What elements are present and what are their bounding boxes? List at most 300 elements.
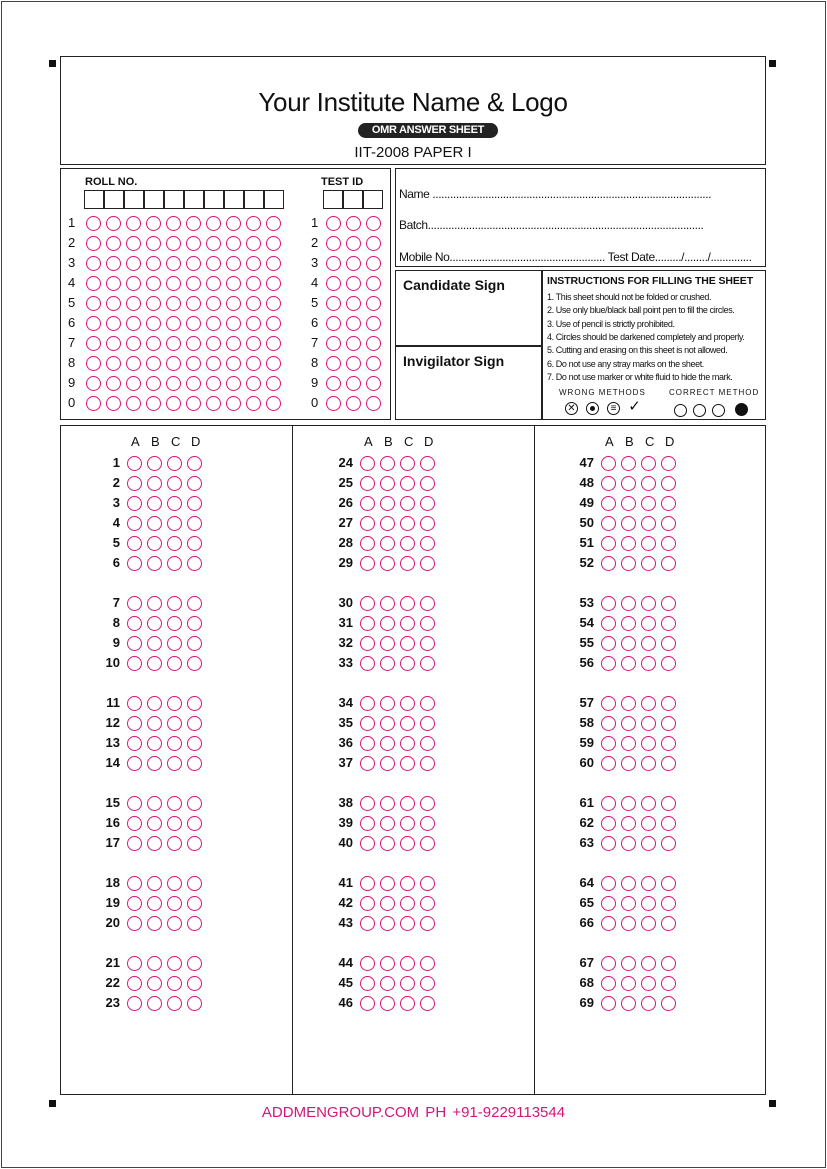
answer-bubble[interactable] — [400, 696, 415, 711]
answer-bubble[interactable] — [661, 996, 676, 1011]
answer-bubble[interactable] — [147, 656, 162, 671]
answer-bubble[interactable] — [420, 556, 435, 571]
roll-bubble[interactable] — [206, 356, 221, 371]
roll-bubble[interactable] — [146, 296, 161, 311]
answer-bubble[interactable] — [167, 756, 182, 771]
roll-bubble[interactable] — [266, 216, 281, 231]
roll-bubble[interactable] — [246, 296, 261, 311]
answer-bubble[interactable] — [641, 596, 656, 611]
roll-bubble[interactable] — [86, 276, 101, 291]
answer-bubble[interactable] — [167, 496, 182, 511]
answer-bubble[interactable] — [380, 716, 395, 731]
roll-bubble[interactable] — [126, 376, 141, 391]
answer-bubble[interactable] — [360, 496, 375, 511]
answer-bubble[interactable] — [400, 516, 415, 531]
answer-bubble[interactable] — [601, 876, 616, 891]
answer-bubble[interactable] — [621, 956, 636, 971]
roll-bubble[interactable] — [146, 396, 161, 411]
answer-bubble[interactable] — [420, 716, 435, 731]
answer-bubble[interactable] — [641, 976, 656, 991]
test-id-bubble[interactable] — [346, 376, 361, 391]
answer-bubble[interactable] — [400, 476, 415, 491]
answer-bubble[interactable] — [360, 616, 375, 631]
answer-bubble[interactable] — [147, 516, 162, 531]
test-id-bubble[interactable] — [346, 316, 361, 331]
answer-bubble[interactable] — [360, 636, 375, 651]
answer-bubble[interactable] — [147, 596, 162, 611]
answer-bubble[interactable] — [621, 496, 636, 511]
answer-bubble[interactable] — [641, 816, 656, 831]
answer-bubble[interactable] — [641, 876, 656, 891]
roll-digit-cell[interactable] — [264, 190, 284, 209]
answer-bubble[interactable] — [420, 816, 435, 831]
answer-bubble[interactable] — [400, 616, 415, 631]
answer-bubble[interactable] — [147, 536, 162, 551]
answer-bubble[interactable] — [380, 516, 395, 531]
answer-bubble[interactable] — [661, 896, 676, 911]
roll-bubble[interactable] — [226, 396, 241, 411]
answer-bubble[interactable] — [360, 516, 375, 531]
answer-bubble[interactable] — [167, 836, 182, 851]
answer-bubble[interactable] — [661, 616, 676, 631]
roll-bubble[interactable] — [146, 256, 161, 271]
answer-bubble[interactable] — [360, 916, 375, 931]
answer-bubble[interactable] — [167, 796, 182, 811]
answer-bubble[interactable] — [147, 836, 162, 851]
test-id-bubble[interactable] — [326, 396, 341, 411]
answer-bubble[interactable] — [127, 496, 142, 511]
roll-bubble[interactable] — [226, 276, 241, 291]
test-id-bubble[interactable] — [346, 336, 361, 351]
answer-bubble[interactable] — [380, 756, 395, 771]
answer-bubble[interactable] — [187, 496, 202, 511]
roll-bubble[interactable] — [146, 216, 161, 231]
answer-bubble[interactable] — [167, 976, 182, 991]
answer-bubble[interactable] — [127, 656, 142, 671]
answer-bubble[interactable] — [187, 796, 202, 811]
answer-bubble[interactable] — [420, 456, 435, 471]
roll-bubble[interactable] — [206, 336, 221, 351]
roll-digit-cell[interactable] — [84, 190, 104, 209]
answer-bubble[interactable] — [621, 916, 636, 931]
roll-bubble[interactable] — [146, 316, 161, 331]
answer-bubble[interactable] — [167, 996, 182, 1011]
test-id-bubble[interactable] — [326, 276, 341, 291]
answer-bubble[interactable] — [661, 956, 676, 971]
answer-bubble[interactable] — [187, 976, 202, 991]
roll-bubble[interactable] — [186, 356, 201, 371]
answer-bubble[interactable] — [601, 456, 616, 471]
answer-bubble[interactable] — [187, 516, 202, 531]
roll-bubble[interactable] — [206, 376, 221, 391]
answer-bubble[interactable] — [187, 736, 202, 751]
answer-bubble[interactable] — [380, 596, 395, 611]
answer-bubble[interactable] — [127, 756, 142, 771]
answer-bubble[interactable] — [661, 476, 676, 491]
answer-bubble[interactable] — [661, 976, 676, 991]
roll-bubble[interactable] — [106, 376, 121, 391]
answer-bubble[interactable] — [167, 616, 182, 631]
roll-digit-cell[interactable] — [104, 190, 124, 209]
answer-bubble[interactable] — [661, 736, 676, 751]
roll-bubble[interactable] — [266, 236, 281, 251]
invigilator-sign-box[interactable] — [395, 346, 542, 420]
answer-bubble[interactable] — [380, 916, 395, 931]
answer-bubble[interactable] — [621, 996, 636, 1011]
roll-bubble[interactable] — [106, 236, 121, 251]
answer-bubble[interactable] — [127, 516, 142, 531]
answer-bubble[interactable] — [641, 556, 656, 571]
test-id-bubble[interactable] — [326, 296, 341, 311]
answer-bubble[interactable] — [187, 616, 202, 631]
roll-bubble[interactable] — [206, 396, 221, 411]
answer-bubble[interactable] — [147, 636, 162, 651]
roll-bubble[interactable] — [166, 276, 181, 291]
answer-bubble[interactable] — [621, 736, 636, 751]
roll-bubble[interactable] — [206, 316, 221, 331]
answer-bubble[interactable] — [601, 896, 616, 911]
answer-bubble[interactable] — [380, 896, 395, 911]
test-id-digit-cell[interactable] — [363, 190, 383, 209]
answer-bubble[interactable] — [127, 816, 142, 831]
answer-bubble[interactable] — [661, 516, 676, 531]
answer-bubble[interactable] — [360, 536, 375, 551]
answer-bubble[interactable] — [127, 456, 142, 471]
answer-bubble[interactable] — [601, 916, 616, 931]
answer-bubble[interactable] — [147, 696, 162, 711]
roll-bubble[interactable] — [86, 356, 101, 371]
roll-bubble[interactable] — [166, 356, 181, 371]
roll-digit-cell[interactable] — [164, 190, 184, 209]
roll-bubble[interactable] — [246, 376, 261, 391]
answer-bubble[interactable] — [147, 756, 162, 771]
test-id-bubble[interactable] — [346, 276, 361, 291]
answer-bubble[interactable] — [661, 756, 676, 771]
roll-bubble[interactable] — [206, 276, 221, 291]
answer-bubble[interactable] — [420, 636, 435, 651]
answer-bubble[interactable] — [661, 696, 676, 711]
roll-bubble[interactable] — [106, 336, 121, 351]
answer-bubble[interactable] — [621, 836, 636, 851]
answer-bubble[interactable] — [147, 896, 162, 911]
roll-bubble[interactable] — [126, 256, 141, 271]
answer-bubble[interactable] — [187, 596, 202, 611]
roll-bubble[interactable] — [166, 376, 181, 391]
roll-bubble[interactable] — [146, 276, 161, 291]
answer-bubble[interactable] — [601, 796, 616, 811]
answer-bubble[interactable] — [601, 496, 616, 511]
roll-bubble[interactable] — [186, 316, 201, 331]
answer-bubble[interactable] — [360, 716, 375, 731]
answer-bubble[interactable] — [420, 516, 435, 531]
answer-bubble[interactable] — [360, 476, 375, 491]
test-id-bubble[interactable] — [366, 396, 381, 411]
test-id-bubble[interactable] — [346, 256, 361, 271]
answer-bubble[interactable] — [601, 976, 616, 991]
roll-bubble[interactable] — [246, 336, 261, 351]
roll-bubble[interactable] — [166, 316, 181, 331]
answer-bubble[interactable] — [147, 816, 162, 831]
test-id-bubble[interactable] — [326, 236, 341, 251]
answer-bubble[interactable] — [167, 816, 182, 831]
answer-bubble[interactable] — [661, 496, 676, 511]
answer-bubble[interactable] — [420, 876, 435, 891]
answer-bubble[interactable] — [661, 636, 676, 651]
answer-bubble[interactable] — [601, 616, 616, 631]
answer-bubble[interactable] — [380, 476, 395, 491]
answer-bubble[interactable] — [621, 516, 636, 531]
answer-bubble[interactable] — [167, 896, 182, 911]
answer-bubble[interactable] — [380, 796, 395, 811]
roll-bubble[interactable] — [126, 296, 141, 311]
answer-bubble[interactable] — [601, 476, 616, 491]
answer-bubble[interactable] — [147, 476, 162, 491]
answer-bubble[interactable] — [147, 496, 162, 511]
answer-bubble[interactable] — [167, 696, 182, 711]
answer-bubble[interactable] — [167, 656, 182, 671]
answer-bubble[interactable] — [400, 636, 415, 651]
answer-bubble[interactable] — [661, 456, 676, 471]
answer-bubble[interactable] — [400, 916, 415, 931]
answer-bubble[interactable] — [187, 656, 202, 671]
answer-bubble[interactable] — [661, 716, 676, 731]
roll-bubble[interactable] — [146, 336, 161, 351]
answer-bubble[interactable] — [167, 636, 182, 651]
answer-bubble[interactable] — [187, 816, 202, 831]
roll-bubble[interactable] — [126, 356, 141, 371]
answer-bubble[interactable] — [360, 996, 375, 1011]
answer-bubble[interactable] — [380, 956, 395, 971]
answer-bubble[interactable] — [641, 956, 656, 971]
answer-bubble[interactable] — [360, 596, 375, 611]
answer-bubble[interactable] — [621, 896, 636, 911]
test-id-bubble[interactable] — [346, 356, 361, 371]
answer-bubble[interactable] — [601, 516, 616, 531]
answer-bubble[interactable] — [147, 796, 162, 811]
answer-bubble[interactable] — [621, 536, 636, 551]
answer-bubble[interactable] — [400, 656, 415, 671]
answer-bubble[interactable] — [400, 836, 415, 851]
answer-bubble[interactable] — [127, 796, 142, 811]
roll-bubble[interactable] — [226, 296, 241, 311]
roll-bubble[interactable] — [186, 296, 201, 311]
answer-bubble[interactable] — [360, 696, 375, 711]
roll-digit-cell[interactable] — [144, 190, 164, 209]
answer-bubble[interactable] — [420, 996, 435, 1011]
roll-bubble[interactable] — [86, 396, 101, 411]
batch-field[interactable]: Batch.............................................................................................. — [399, 218, 704, 232]
candidate-sign-box[interactable] — [395, 270, 542, 346]
answer-bubble[interactable] — [380, 876, 395, 891]
answer-bubble[interactable] — [360, 736, 375, 751]
answer-bubble[interactable] — [641, 916, 656, 931]
answer-bubble[interactable] — [360, 956, 375, 971]
test-id-bubble[interactable] — [346, 236, 361, 251]
answer-bubble[interactable] — [420, 736, 435, 751]
answer-bubble[interactable] — [661, 796, 676, 811]
answer-bubble[interactable] — [127, 696, 142, 711]
roll-bubble[interactable] — [86, 216, 101, 231]
answer-bubble[interactable] — [621, 476, 636, 491]
answer-bubble[interactable] — [621, 636, 636, 651]
answer-bubble[interactable] — [601, 756, 616, 771]
answer-bubble[interactable] — [127, 736, 142, 751]
test-id-bubble[interactable] — [366, 316, 381, 331]
answer-bubble[interactable] — [360, 896, 375, 911]
roll-bubble[interactable] — [266, 316, 281, 331]
roll-bubble[interactable] — [126, 216, 141, 231]
test-id-bubble[interactable] — [346, 296, 361, 311]
answer-bubble[interactable] — [187, 956, 202, 971]
answer-bubble[interactable] — [400, 596, 415, 611]
answer-bubble[interactable] — [127, 636, 142, 651]
roll-bubble[interactable] — [106, 256, 121, 271]
answer-bubble[interactable] — [621, 596, 636, 611]
roll-bubble[interactable] — [206, 296, 221, 311]
answer-bubble[interactable] — [621, 756, 636, 771]
answer-bubble[interactable] — [187, 876, 202, 891]
answer-bubble[interactable] — [420, 796, 435, 811]
roll-bubble[interactable] — [186, 276, 201, 291]
answer-bubble[interactable] — [621, 696, 636, 711]
roll-bubble[interactable] — [86, 296, 101, 311]
answer-bubble[interactable] — [601, 836, 616, 851]
answer-bubble[interactable] — [420, 956, 435, 971]
answer-bubble[interactable] — [641, 796, 656, 811]
answer-bubble[interactable] — [420, 616, 435, 631]
answer-bubble[interactable] — [380, 616, 395, 631]
roll-bubble[interactable] — [186, 336, 201, 351]
answer-bubble[interactable] — [420, 756, 435, 771]
answer-bubble[interactable] — [641, 636, 656, 651]
answer-bubble[interactable] — [127, 616, 142, 631]
answer-bubble[interactable] — [601, 596, 616, 611]
test-id-digit-cell[interactable] — [323, 190, 343, 209]
answer-bubble[interactable] — [641, 716, 656, 731]
roll-bubble[interactable] — [246, 276, 261, 291]
answer-bubble[interactable] — [601, 556, 616, 571]
answer-bubble[interactable] — [187, 916, 202, 931]
roll-bubble[interactable] — [106, 396, 121, 411]
answer-bubble[interactable] — [661, 916, 676, 931]
answer-bubble[interactable] — [147, 976, 162, 991]
roll-digit-cell[interactable] — [184, 190, 204, 209]
answer-bubble[interactable] — [127, 596, 142, 611]
answer-bubble[interactable] — [380, 636, 395, 651]
answer-bubble[interactable] — [360, 556, 375, 571]
test-id-bubble[interactable] — [366, 256, 381, 271]
answer-bubble[interactable] — [400, 796, 415, 811]
roll-bubble[interactable] — [126, 316, 141, 331]
test-id-bubble[interactable] — [366, 356, 381, 371]
answer-bubble[interactable] — [380, 816, 395, 831]
answer-bubble[interactable] — [641, 476, 656, 491]
answer-bubble[interactable] — [360, 816, 375, 831]
answer-bubble[interactable] — [167, 716, 182, 731]
roll-bubble[interactable] — [106, 216, 121, 231]
answer-bubble[interactable] — [187, 476, 202, 491]
answer-bubble[interactable] — [147, 616, 162, 631]
answer-bubble[interactable] — [420, 536, 435, 551]
answer-bubble[interactable] — [601, 956, 616, 971]
answer-bubble[interactable] — [147, 716, 162, 731]
answer-bubble[interactable] — [621, 876, 636, 891]
answer-bubble[interactable] — [127, 996, 142, 1011]
answer-bubble[interactable] — [380, 836, 395, 851]
answer-bubble[interactable] — [621, 976, 636, 991]
answer-bubble[interactable] — [360, 836, 375, 851]
answer-bubble[interactable] — [360, 656, 375, 671]
answer-bubble[interactable] — [400, 756, 415, 771]
answer-bubble[interactable] — [601, 736, 616, 751]
answer-bubble[interactable] — [420, 596, 435, 611]
roll-bubble[interactable] — [246, 356, 261, 371]
roll-bubble[interactable] — [186, 376, 201, 391]
roll-bubble[interactable] — [186, 256, 201, 271]
roll-bubble[interactable] — [266, 296, 281, 311]
roll-bubble[interactable] — [146, 356, 161, 371]
test-id-bubble[interactable] — [326, 216, 341, 231]
answer-bubble[interactable] — [167, 516, 182, 531]
answer-bubble[interactable] — [187, 636, 202, 651]
roll-bubble[interactable] — [266, 356, 281, 371]
answer-bubble[interactable] — [400, 996, 415, 1011]
roll-bubble[interactable] — [266, 276, 281, 291]
test-id-bubble[interactable] — [326, 316, 341, 331]
answer-bubble[interactable] — [601, 716, 616, 731]
answer-bubble[interactable] — [127, 896, 142, 911]
answer-bubble[interactable] — [380, 556, 395, 571]
roll-bubble[interactable] — [226, 216, 241, 231]
roll-bubble[interactable] — [106, 296, 121, 311]
roll-bubble[interactable] — [246, 236, 261, 251]
answer-bubble[interactable] — [601, 816, 616, 831]
answer-bubble[interactable] — [360, 456, 375, 471]
answer-bubble[interactable] — [380, 976, 395, 991]
answer-bubble[interactable] — [621, 656, 636, 671]
test-id-bubble[interactable] — [326, 256, 341, 271]
answer-bubble[interactable] — [601, 636, 616, 651]
answer-bubble[interactable] — [360, 796, 375, 811]
answer-bubble[interactable] — [400, 876, 415, 891]
answer-bubble[interactable] — [147, 736, 162, 751]
answer-bubble[interactable] — [187, 756, 202, 771]
answer-bubble[interactable] — [621, 456, 636, 471]
answer-bubble[interactable] — [147, 956, 162, 971]
roll-bubble[interactable] — [106, 356, 121, 371]
answer-bubble[interactable] — [380, 696, 395, 711]
answer-bubble[interactable] — [621, 816, 636, 831]
answer-bubble[interactable] — [127, 976, 142, 991]
answer-bubble[interactable] — [420, 976, 435, 991]
answer-bubble[interactable] — [661, 596, 676, 611]
answer-bubble[interactable] — [147, 556, 162, 571]
roll-bubble[interactable] — [166, 216, 181, 231]
roll-bubble[interactable] — [126, 236, 141, 251]
answer-bubble[interactable] — [187, 716, 202, 731]
answer-bubble[interactable] — [380, 996, 395, 1011]
roll-bubble[interactable] — [166, 396, 181, 411]
answer-bubble[interactable] — [187, 896, 202, 911]
test-id-bubble[interactable] — [366, 376, 381, 391]
answer-bubble[interactable] — [400, 456, 415, 471]
roll-bubble[interactable] — [226, 336, 241, 351]
answer-bubble[interactable] — [621, 716, 636, 731]
roll-bubble[interactable] — [126, 276, 141, 291]
answer-bubble[interactable] — [127, 916, 142, 931]
answer-bubble[interactable] — [661, 556, 676, 571]
answer-bubble[interactable] — [380, 496, 395, 511]
